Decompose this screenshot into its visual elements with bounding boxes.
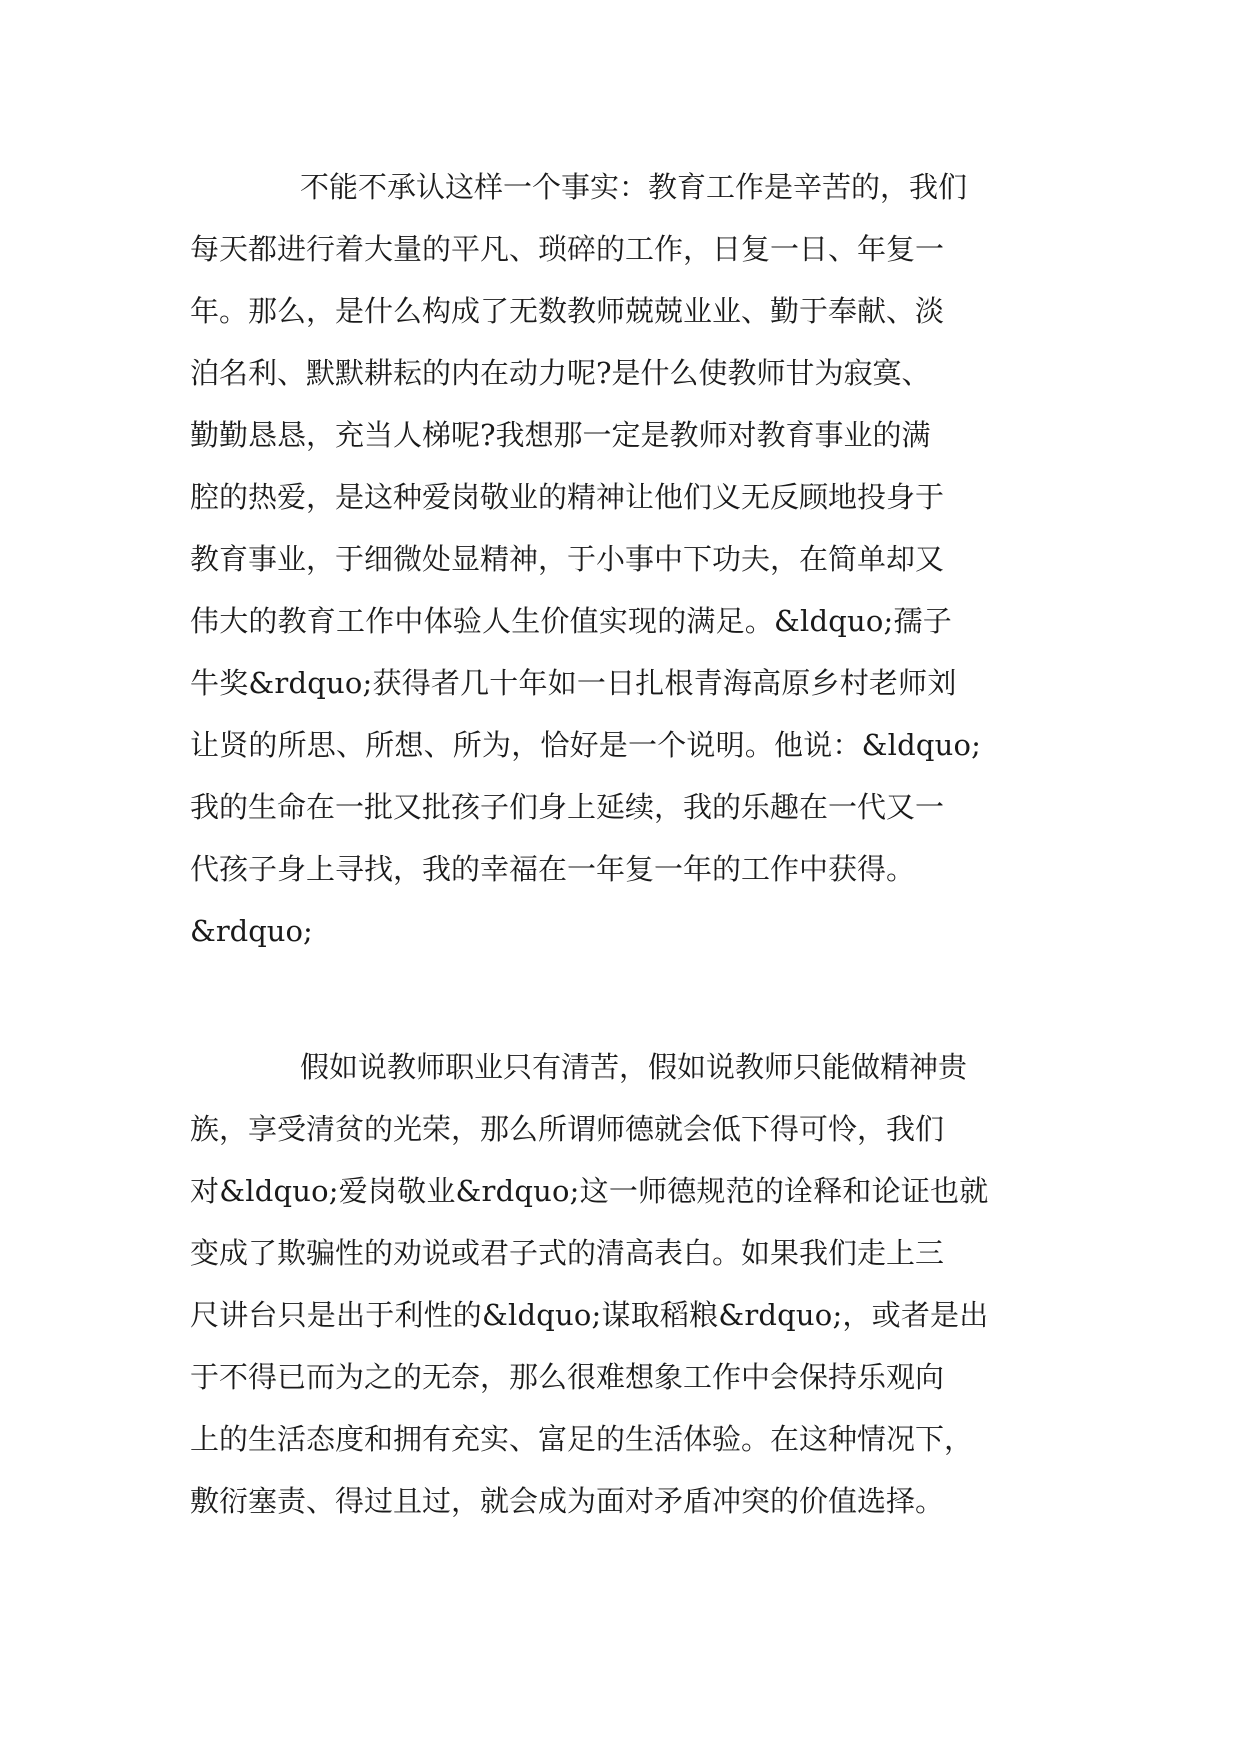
text-line: 不能不承认这样一个事实：教育工作是辛苦的，我们 [300, 170, 968, 204]
paragraph-2 [190, 1036, 1090, 1532]
text-line: 让贤的所思、所想、所为，恰好是一个说明。他说：&ldquo; [190, 728, 982, 762]
text-line: &rdquo; [190, 914, 313, 948]
paragraph-1 [190, 156, 1090, 962]
text-line: 假如说教师职业只有清苦，假如说教师只能做精神贵 [300, 1050, 968, 1084]
text-line: 尺讲台只是出于利性的&ldquo;谋取稻粮&rdquo;，或者是出 [190, 1298, 989, 1332]
text-line: 于不得已而为之的无奈，那么很难想象工作中会保持乐观向 [190, 1360, 945, 1394]
text-line: 教育事业，于细微处显精神，于小事中下功夫，在简单却又 [190, 542, 945, 576]
text-line: 我的生命在一批又批孩子们身上延续，我的乐趣在一代又一 [190, 790, 945, 824]
text-line: 敷衍塞责、得过且过，就会成为面对矛盾冲突的价值选择。 [190, 1484, 945, 1518]
text-line: 腔的热爱，是这种爱岗敬业的精神让他们义无反顾地投身于 [190, 480, 945, 514]
text-line: 上的生活态度和拥有充实、富足的生活体验。在这种情况下， [190, 1422, 974, 1456]
text-line: 泊名利、默默耕耘的内在动力呢?是什么使教师甘为寂寞、 [190, 356, 931, 390]
text-line: 伟大的教育工作中体验人生价值实现的满足。&ldquo;孺子 [190, 604, 952, 638]
text-line: 每天都进行着大量的平凡、琐碎的工作，日复一日、年复一 [190, 232, 945, 266]
text-line: 族，享受清贫的光荣，那么所谓师德就会低下得可怜，我们 [190, 1112, 945, 1146]
text-line: 年。那么，是什么构成了无数教师兢兢业业、勤于奉献、淡 [190, 294, 945, 328]
text-line: 变成了欺骗性的劝说或君子式的清高表白。如果我们走上三 [190, 1236, 945, 1270]
text-line: 勤勤恳恳，充当人梯呢?我想那一定是教师对教育事业的满 [190, 418, 931, 452]
text-line: 对&ldquo;爱岗敬业&rdquo;这一师德规范的诠释和论证也就 [190, 1174, 989, 1208]
text-line: 牛奖&rdquo;获得者几十年如一日扎根青海高原乡村老师刘 [190, 666, 957, 700]
text-line: 代孩子身上寻找，我的幸福在一年复一年的工作中获得。 [190, 852, 916, 886]
